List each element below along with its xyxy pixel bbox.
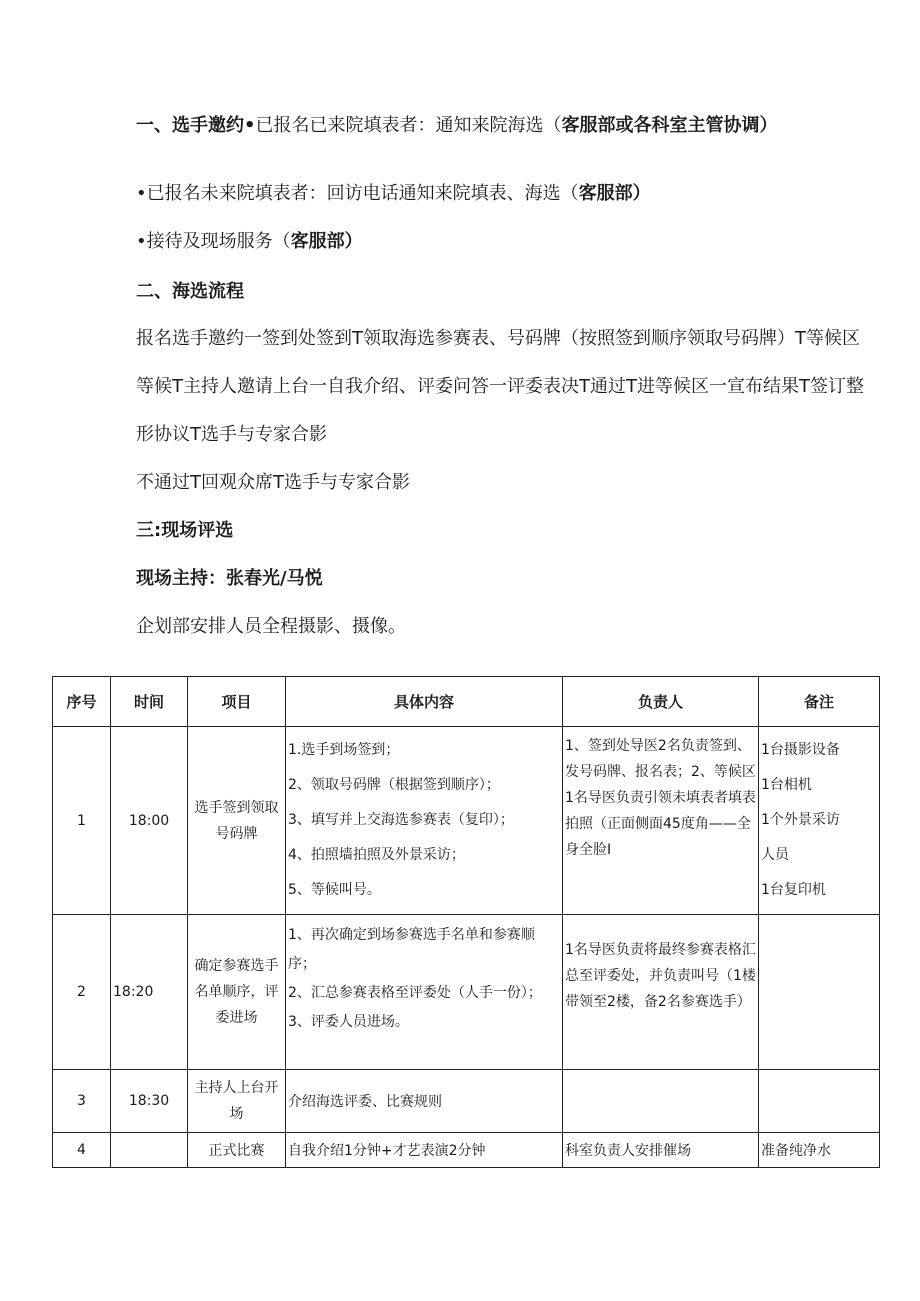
row-2-content-step: 2、汇总参赛表格至评委处（人手一份）； xyxy=(288,985,542,1001)
section-1-dept: 客服部或各科室主管协调） xyxy=(561,115,778,136)
row-4-time xyxy=(111,1133,188,1168)
row-1-remark-item: 1台摄影设备 xyxy=(761,742,840,758)
photography-note: 企划部安排人员全程摄影、摄像。 xyxy=(136,616,406,637)
row-2-owner: 1名导医负责将最终参赛表格汇总至评委处，并负责叫号（1楼带领至2楼，备2名参赛选手） xyxy=(563,915,759,1070)
table-row xyxy=(53,727,880,915)
section-1-text: 已报名已来院填表者：通知来院海选（ xyxy=(255,115,562,136)
row-3-time: 18:30 xyxy=(111,1070,188,1133)
row-2-item: 确定参赛选手名单顺序，评委进场 xyxy=(188,915,286,1070)
bullet-reception xyxy=(136,230,363,254)
bullet-unregistered-dept: 客服部） xyxy=(578,183,651,204)
row-4-item: 正式比赛 xyxy=(188,1133,286,1168)
bullet-reception-text: •接待及现场服务（ xyxy=(136,231,291,252)
row-4-owner: 科室负责人安排催场 xyxy=(563,1133,759,1168)
header-content: 具体内容 xyxy=(286,677,563,727)
row-1-remark xyxy=(759,727,880,915)
row-2-content-step: 1、再次确定到场参赛选手名单和参赛顺序； xyxy=(288,927,535,972)
header-no: 序号 xyxy=(53,677,111,727)
row-1-remark-item: 1台相机 xyxy=(761,777,812,793)
host-line: 现场主持：张春光/马悦 xyxy=(136,568,323,589)
bullet-unregistered-text: •已报名未来院填表者：回访电话通知来院填表、海选（ xyxy=(136,183,579,204)
row-1-content-step: 1.选手到场签到； xyxy=(288,742,400,758)
header-owner: 负责人 xyxy=(563,677,759,727)
flow-line-1: 报名选手邀约一签到处签到T领取海选参赛表、号码牌（按照签到顺序领取号码牌）T等候区 xyxy=(136,328,860,349)
row-2-no: 2 xyxy=(53,915,111,1070)
row-1-remark-item: 1个外景采访 xyxy=(761,812,840,828)
row-4-no: 4 xyxy=(53,1133,111,1168)
section-1-heading: 一、选手邀约• xyxy=(136,115,256,136)
row-2-content-step: 3、评委人员进场。 xyxy=(288,1014,409,1030)
bullet-unregistered xyxy=(136,182,651,206)
row-3-remark xyxy=(759,1070,880,1133)
header-remark: 备注 xyxy=(759,677,880,727)
table-header-row xyxy=(53,677,880,727)
row-2-remark xyxy=(759,915,880,1070)
row-2-content xyxy=(286,915,563,1070)
row-1-content xyxy=(286,727,563,915)
row-3-item: 主持人上台开场 xyxy=(188,1070,286,1133)
schedule-table xyxy=(52,676,880,1168)
bullet-reception-dept: 客服部） xyxy=(290,231,363,252)
row-1-content-step: 4、拍照墙拍照及外景采访； xyxy=(288,847,465,863)
section-1-line xyxy=(136,114,778,138)
row-4-remark: 准备纯净水 xyxy=(759,1133,880,1168)
row-1-no: 1 xyxy=(53,727,111,915)
row-1-content-step: 3、填写并上交海选参赛表（复印）； xyxy=(288,812,514,828)
flow-line-3: 形协议T选手与专家合影 xyxy=(136,424,327,445)
row-3-no: 3 xyxy=(53,1070,111,1133)
table-row xyxy=(53,1133,880,1168)
header-time: 时间 xyxy=(111,677,188,727)
row-1-owner: 1、签到处导医2名负责签到、发号码牌、报名表；2、等候区1名导医负责引领未填表者填表拍照（正面侧面45度角——全身全脸I xyxy=(563,727,759,915)
header-item: 项目 xyxy=(188,677,286,727)
flow-line-2: 等候T主持人邀请上台一自我介绍、评委问答一评委表决T通过T进等候区一宣布结果T签订整 xyxy=(136,376,864,397)
row-4-content: 自我介绍1分钟+才艺表演2分钟 xyxy=(286,1133,563,1168)
row-1-content-step: 5、等候叫号。 xyxy=(288,882,381,898)
row-2-time: 18:20 xyxy=(111,915,188,1070)
table-row xyxy=(53,1070,880,1133)
row-1-time: 18:00 xyxy=(111,727,188,915)
row-1-remark-item: 1台复印机 xyxy=(761,882,826,898)
table-row xyxy=(53,915,880,1070)
section-2-heading: 二、海选流程 xyxy=(136,281,244,302)
row-1-item: 选手签到领取号码牌 xyxy=(188,727,286,915)
row-1-remark-item: 人员 xyxy=(761,847,789,863)
row-3-owner xyxy=(563,1070,759,1133)
flow-line-4: 不通过T回观众席T选手与专家合影 xyxy=(136,472,410,493)
row-1-content-step: 2、领取号码牌（根据签到顺序）； xyxy=(288,777,500,793)
row-3-content: 介绍海选评委、比赛规则 xyxy=(286,1070,563,1133)
section-3-heading: 三:现场评选 xyxy=(136,520,234,541)
